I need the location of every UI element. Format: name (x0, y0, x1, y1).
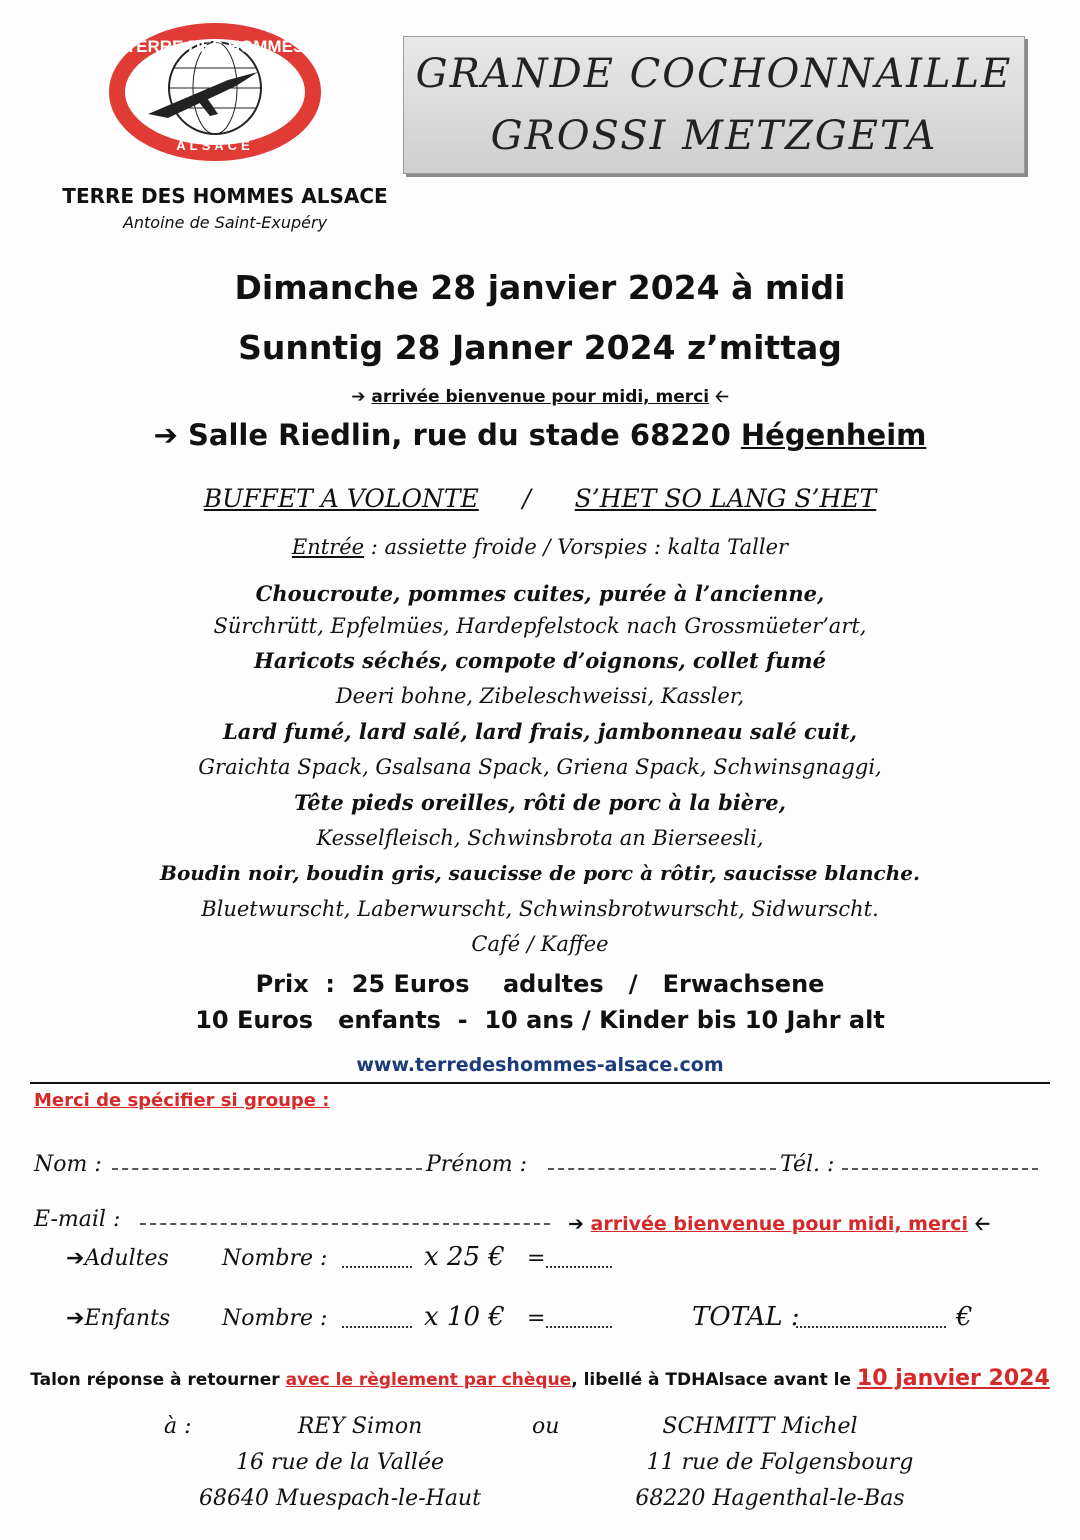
svg-text:TERRE DES HOMMES: TERRE DES HOMMES (125, 37, 305, 56)
price-children: 10 Euros enfants - 10 ans / Kinder bis 10 Jahr alt (195, 1006, 885, 1034)
total-label: TOTAL : (692, 1302, 800, 1332)
deadline: 10 janvier 2024 (856, 1366, 1050, 1391)
menu-line: Café / Kaffee (471, 932, 609, 956)
prenom-field[interactable] (548, 1168, 776, 1170)
organization-logo (108, 22, 322, 162)
arrow-left-icon: 🡠 (709, 387, 729, 407)
adult-unit-price: x 25 € (424, 1242, 505, 1272)
email-label: E-mail : (34, 1207, 121, 1232)
to-label: à : (164, 1414, 192, 1439)
recipient-2-street: 11 rue de Folgensbourg (646, 1450, 914, 1475)
organization-name: TERRE DES HOMMES ALSACE (62, 184, 388, 208)
arrow-right-icon: ➔ (66, 1306, 85, 1331)
menu-line: Kesselfleisch, Schwinsbrota an Bierseesli, (316, 826, 764, 850)
total-unit: € (956, 1302, 973, 1332)
menu-line: Sürchrütt, Epfelmües, Hardepfelstock nach Grossmüeter’art, (213, 614, 867, 638)
venue-town: Hégenheim (740, 418, 927, 452)
website-link[interactable]: www.terredeshommes-alsace.com (356, 1054, 724, 1076)
recipient-2-city: 68220 Hagenthal-le-Bas (635, 1486, 905, 1511)
venue: ➔ Salle Riedlin, rue du stade 68220 Hégenheim (153, 418, 927, 452)
menu-line: Graichta Spack, Gsalsana Spack, Griena Spack, Schwinsgnaggi, (198, 755, 882, 779)
arrow-left-icon: 🡠 (968, 1213, 991, 1235)
adultes-nombre-field[interactable] (342, 1266, 412, 1268)
arrow-right-icon: ➔ (153, 418, 189, 452)
menu-line: Boudin noir, boudin gris, saucisse de porc à rôtir, saucisse blanche. (160, 861, 920, 885)
recipient-2-name: SCHMITT Michel (662, 1414, 858, 1439)
recipient-1-name: REY Simon (297, 1414, 423, 1439)
equals-sign: = (527, 1246, 546, 1271)
tel-label: Tél. : (780, 1152, 835, 1177)
enfants-nombre-label: Nombre : (222, 1306, 328, 1331)
prenom-label: Prénom : (426, 1152, 528, 1177)
arrival-note-form: ➔ arrivée bienvenue pour midi, merci 🡠 (568, 1213, 991, 1235)
adultes-subtotal-field[interactable] (546, 1266, 612, 1268)
reply-instructions: Talon réponse à retourner avec le règlement par chèque, libellé à TDHAlsace avant le 10 janvier 2024 (30, 1366, 1050, 1391)
group-note: Merci de spécifier si groupe : (34, 1090, 330, 1111)
title-line-1: GRANDE COCHONNAILLE (415, 51, 1013, 97)
enfants-subtotal-field[interactable] (546, 1326, 612, 1328)
arrow-right-icon: ➔ (568, 1213, 591, 1235)
nom-field[interactable] (112, 1168, 422, 1170)
equals-sign: = (527, 1306, 546, 1331)
menu-line: Tête pieds oreilles, rôti de porc à la bière, (294, 790, 786, 815)
arrow-right-icon: ➔ (351, 387, 372, 407)
event-date-alsatian: Sunntig 28 Janner 2024 z’mittag (238, 328, 842, 367)
title-box (403, 36, 1025, 174)
tel-field[interactable] (842, 1168, 1038, 1170)
menu-entree: Entrée : assiette froide / Vorspies : kalta Taller (291, 535, 789, 559)
or-label: ou (532, 1414, 560, 1439)
nom-label: Nom : (34, 1152, 102, 1177)
buffet-heading: BUFFET A VOLONTE / S’HET SO LANG S’HET (203, 484, 877, 513)
enfants-nombre-field[interactable] (342, 1326, 412, 1328)
menu-line: Lard fumé, lard salé, lard frais, jambonneau salé cuit, (222, 719, 858, 744)
adultes-row: ➔Adultes (66, 1246, 169, 1271)
svg-text:ALSACE: ALSACE (176, 138, 254, 153)
arrow-right-icon: ➔ (66, 1246, 85, 1271)
event-date-french: Dimanche 28 janvier 2024 à midi (234, 268, 846, 307)
menu-line: Haricots séchés, compote d’oignons, collet fumé (254, 648, 826, 673)
email-field[interactable] (140, 1223, 550, 1225)
recipient-1-street: 16 rue de la Vallée (235, 1450, 445, 1475)
divider (30, 1082, 1050, 1084)
child-unit-price: x 10 € (424, 1302, 505, 1332)
menu-line: Deeri bohne, Zibeleschweissi, Kassler, (335, 684, 745, 708)
price-adults: Prix : 25 Euros adultes / Erwachsene (255, 970, 825, 998)
enfants-row: ➔Enfants (66, 1306, 171, 1331)
menu-line: Bluetwurscht, Laberwurscht, Schwinsbrotwurscht, Sidwurscht. (201, 897, 879, 921)
organization-subtitle: Antoine de Saint-Exupéry (122, 213, 328, 232)
total-field[interactable] (796, 1326, 946, 1328)
menu-line: Choucroute, pommes cuites, purée à l’ancienne, (255, 581, 825, 606)
recipient-1-city: 68640 Muespach-le-Haut (199, 1486, 481, 1511)
arrival-note: ➔ arrivée bienvenue pour midi, merci 🡠 (351, 387, 729, 407)
adultes-nombre-label: Nombre : (222, 1246, 328, 1271)
title-line-2: GROSSI METZGETA (490, 113, 938, 159)
